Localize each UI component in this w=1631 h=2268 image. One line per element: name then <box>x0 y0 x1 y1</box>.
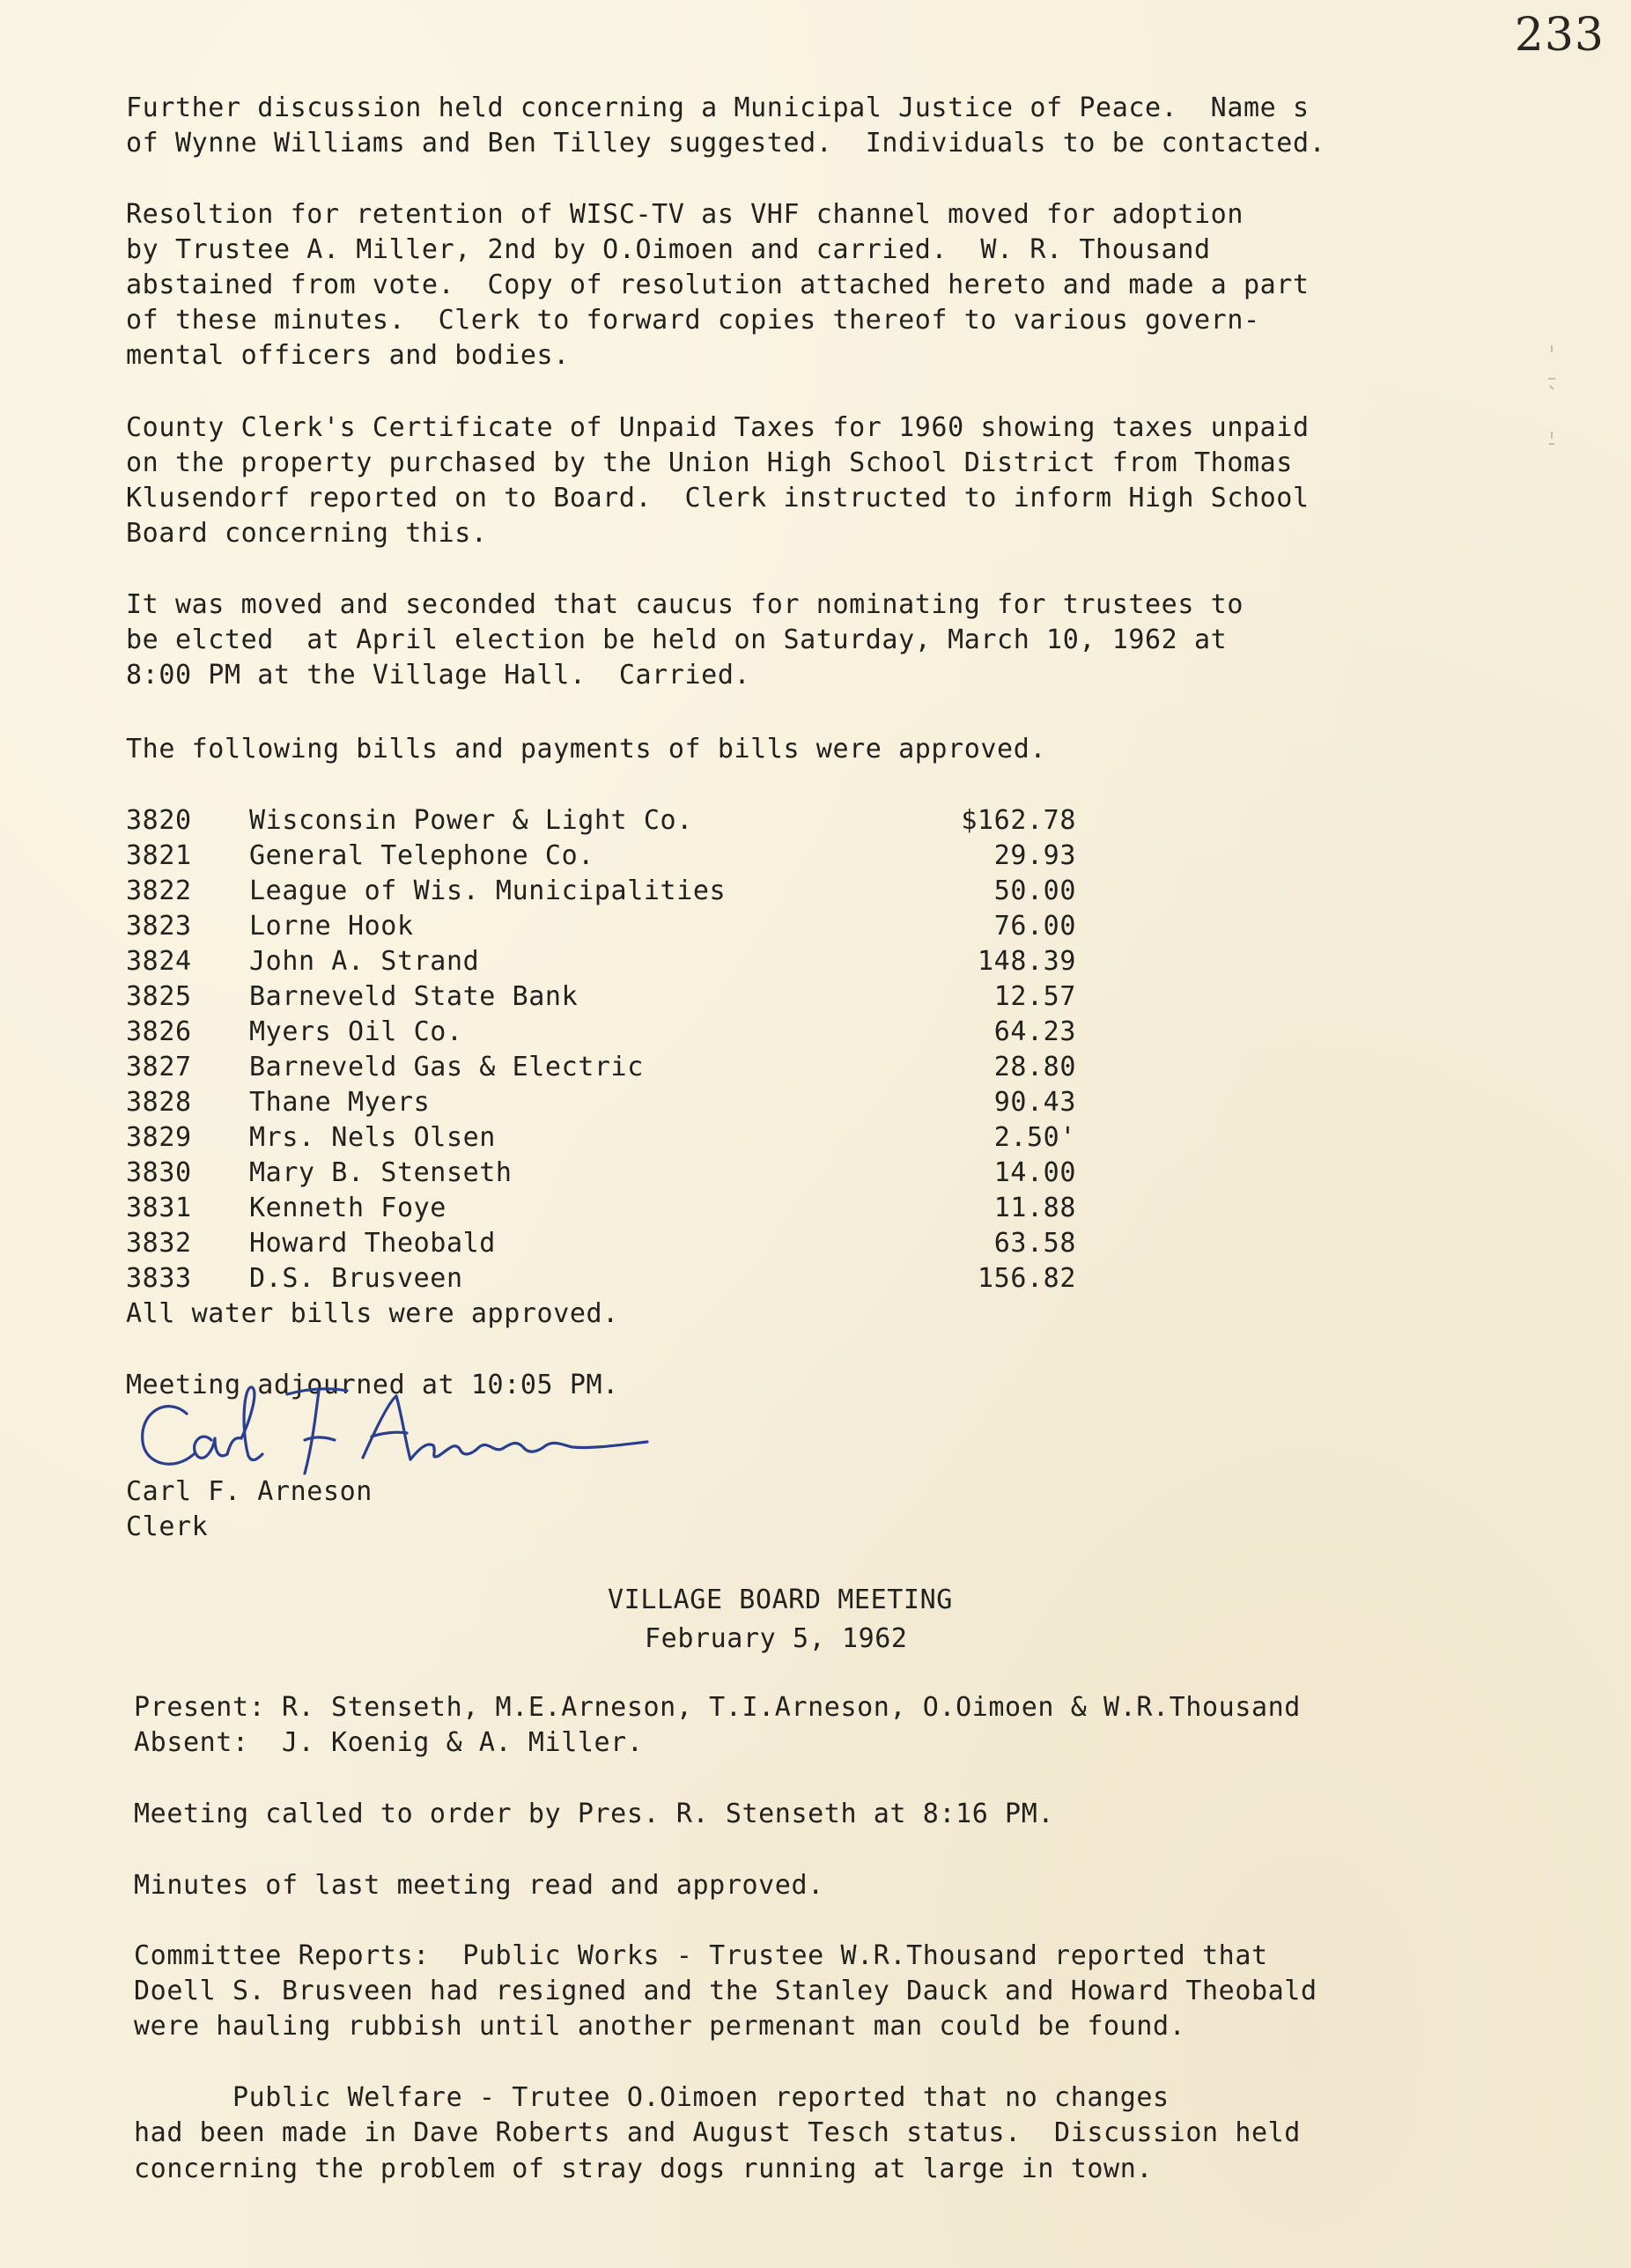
bill-amount: 76.00 <box>993 911 1076 942</box>
bill-payee: Barneveld Gas & Electric <box>249 1052 644 1082</box>
called-to-order-line: Meeting called to order by Pres. R. Stenseth at 8:16 PM. <box>134 1799 1055 1829</box>
justice-line-2: of Wynne Williams and Ben Tilley suggested. Individuals to be contacted. <box>126 128 1326 159</box>
wisc-line-1: Resoltion for retention of WISC-TV as VHF channel moved for adoption <box>126 199 1244 230</box>
bill-amount: $162.78 <box>961 805 1076 836</box>
wisc-line-3: abstained from vote. Copy of resolution attached hereto and made a part <box>126 270 1310 300</box>
justice-line-1: Further discussion held concerning a Municipal Justice of Peace. Name s <box>126 92 1310 123</box>
public-welfare-line-3: concerning the problem of stray dogs running at large in town. <box>134 2153 1154 2184</box>
meeting-title: VILLAGE BOARD MEETING <box>608 1585 953 1615</box>
present-line: Present: R. Stenseth, M.E.Arneson, T.I.Arneson, O.Oimoen & W.R.Thousand <box>134 1692 1301 1723</box>
bill-number: 3828 <box>126 1087 192 1118</box>
bill-amount: 148.39 <box>978 946 1076 977</box>
bill-payee: Howard Theobald <box>249 1228 496 1259</box>
taxes-line-1: County Clerk's Certificate of Unpaid Taxes for 1960 showing taxes unpaid <box>126 412 1310 443</box>
bill-amount: 63.58 <box>993 1228 1076 1259</box>
bill-amount: 11.88 <box>993 1193 1076 1223</box>
bill-number: 3825 <box>126 981 192 1012</box>
bill-number: 3830 <box>126 1157 192 1188</box>
meeting-date: February 5, 1962 <box>645 1623 908 1654</box>
bill-payee: League of Wis. Municipalities <box>249 875 727 906</box>
bill-amount: 12.57 <box>993 981 1076 1012</box>
bill-payee: Kenneth Foye <box>249 1193 446 1223</box>
wisc-line-2: by Trustee A. Miller, 2nd by O.Oimoen and carried. W. R. Thousand <box>126 234 1211 265</box>
wisc-line-5: mental officers and bodies. <box>126 340 570 371</box>
bill-number: 3832 <box>126 1228 192 1259</box>
absent-line: Absent: J. Koenig & A. Miller. <box>134 1727 644 1758</box>
public-welfare-line-2: had been made in Dave Roberts and August Tesch status. Discussion held <box>134 2117 1301 2148</box>
bill-amount: 29.93 <box>993 840 1076 871</box>
bill-amount: 50.00 <box>993 875 1076 906</box>
bill-number: 3820 <box>126 805 192 836</box>
handwritten-signature <box>132 1378 661 1484</box>
bill-amount: 156.82 <box>978 1263 1076 1294</box>
page-number: 233 <box>1514 9 1605 62</box>
caucus-line-1: It was moved and seconded that caucus for nominating for trustees to <box>126 589 1244 620</box>
bill-payee: Mary B. Stenseth <box>249 1157 513 1188</box>
committee-reports-line-3: were hauling rubbish until another permenant man could be found. <box>134 2011 1186 2042</box>
caucus-line-3: 8:00 PM at the Village Hall. Carried. <box>126 660 751 691</box>
taxes-line-3: Klusendorf reported on to Board. Clerk instructed to inform High School <box>126 483 1310 513</box>
bill-payee: Thane Myers <box>249 1087 431 1118</box>
committee-reports-line-2: Doell S. Brusveen had resigned and the Stanley Dauck and Howard Theobald <box>134 1976 1317 2006</box>
bill-number: 3826 <box>126 1016 192 1047</box>
adjourned-line: Meeting adjourned at 10:05 PM. <box>126 1370 619 1400</box>
bill-amount: 2.50' <box>993 1122 1076 1153</box>
bill-payee: Myers Oil Co. <box>249 1016 463 1047</box>
signer-title: Clerk <box>126 1511 209 1542</box>
taxes-line-4: Board concerning this. <box>126 518 488 549</box>
signer-name: Carl F. Arneson <box>126 1476 373 1507</box>
bill-payee: General Telephone Co. <box>249 840 594 871</box>
minutes-read-line: Minutes of last meeting read and approved. <box>134 1870 824 1901</box>
bill-number: 3829 <box>126 1122 192 1153</box>
bill-amount: 64.23 <box>993 1016 1076 1047</box>
bill-amount: 90.43 <box>993 1087 1076 1118</box>
bill-number: 3822 <box>126 875 192 906</box>
bills-intro: The following bills and payments of bills were approved. <box>126 734 1047 765</box>
bill-number: 3824 <box>126 946 192 977</box>
bill-payee: Barneveld State Bank <box>249 981 579 1012</box>
wisc-line-4: of these minutes. Clerk to forward copies thereof to various govern- <box>126 305 1260 336</box>
margin-marks <box>1543 344 1561 467</box>
committee-reports-line-1: Committee Reports: Public Works - Trustee W.R.Thousand reported that <box>134 1940 1268 1971</box>
bill-payee: Lorne Hook <box>249 911 414 942</box>
bill-payee: Wisconsin Power & Light Co. <box>249 805 693 836</box>
bill-payee: John A. Strand <box>249 946 480 977</box>
bill-amount: 14.00 <box>993 1157 1076 1188</box>
bill-number: 3823 <box>126 911 192 942</box>
bill-payee: Mrs. Nels Olsen <box>249 1122 496 1153</box>
water-bills-line: All water bills were approved. <box>126 1298 619 1329</box>
taxes-line-2: on the property purchased by the Union High School District from Thomas <box>126 447 1293 478</box>
bill-payee: D.S. Brusveen <box>249 1263 463 1294</box>
bill-amount: 28.80 <box>993 1052 1076 1082</box>
bill-number: 3833 <box>126 1263 192 1294</box>
caucus-line-2: be elcted at April election be held on Saturday, March 10, 1962 at <box>126 624 1228 655</box>
public-welfare-line-1: Public Welfare - Trutee O.Oimoen reported that no changes <box>134 2082 1170 2113</box>
bill-number: 3831 <box>126 1193 192 1223</box>
bill-number: 3821 <box>126 840 192 871</box>
bill-number: 3827 <box>126 1052 192 1082</box>
